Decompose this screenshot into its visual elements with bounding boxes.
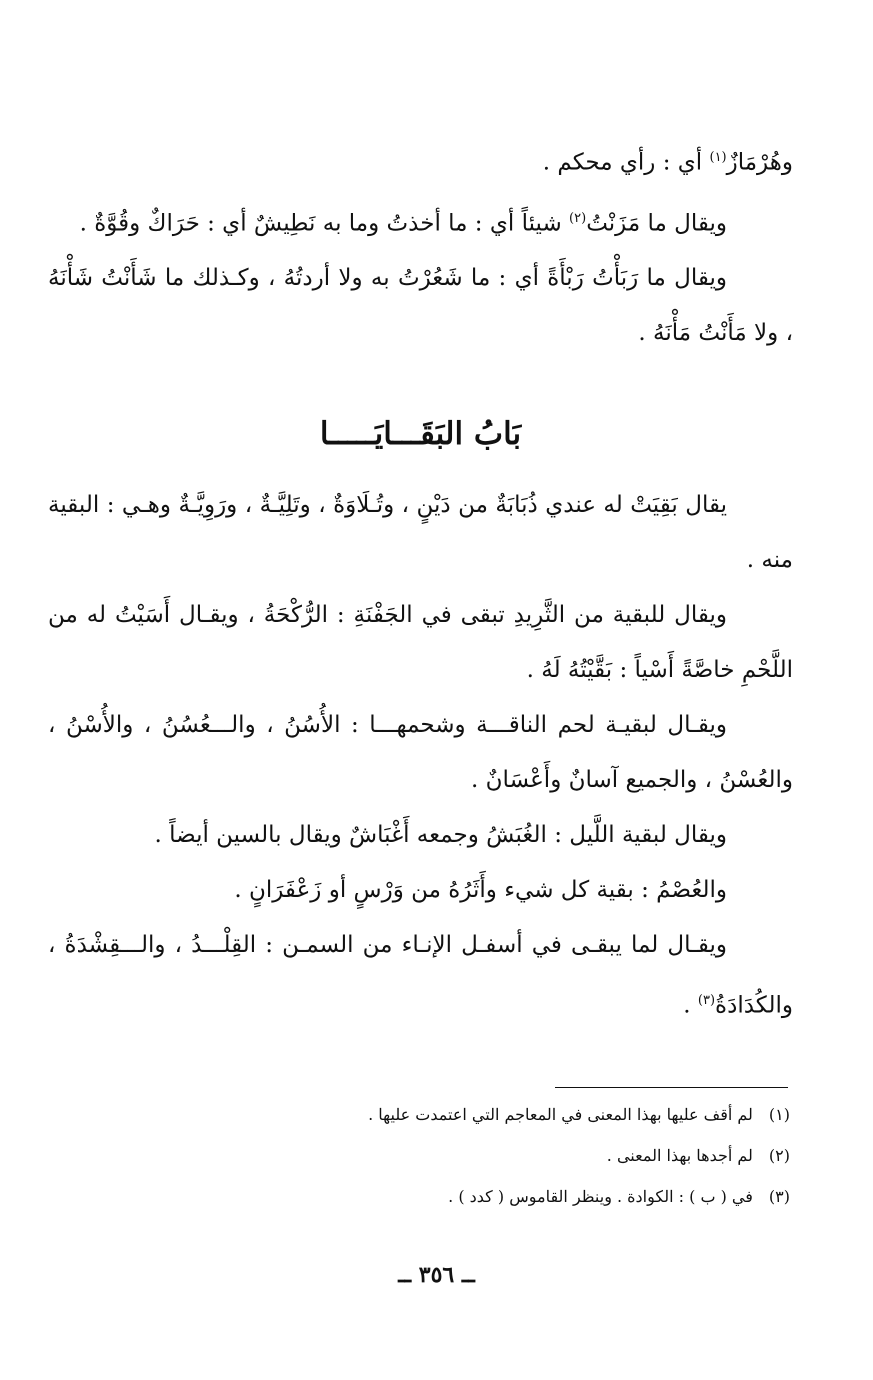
footnote-ref: (١) — [709, 150, 727, 165]
paragraph: ويقال للبقية من الثَّرِيدِ تبقى في الجَفْنَةِ : الرُّكْحَةُ ، ويقـال أَسَيْتُ له من اللَّحْمِ خاصَّةً أَسْياً : بَقَّيْتُهُ لَهُ . — [48, 602, 793, 683]
paragraph: وهُرْمَازٌ$^{(١)}$ أي : رأي محكم . — [542, 149, 793, 176]
footnote-number: (٢) — [768, 1146, 790, 1165]
footnotes — [260, 1094, 790, 1217]
top-text-block — [48, 130, 793, 361]
paragraph: والعُصْمُ : بقية كل شيء وأَثَرُهُ من وَرْسٍ أو زَعْفَرَانٍ . — [234, 877, 727, 903]
footnote — [260, 1176, 790, 1217]
paragraph: ويقـال لبقيـة لحم الناقـــة وشحمهـــا : الأُسُنُ ، والـــعُسُنُ ، والأُسْنُ ، والعُسْنُ ، والجميع آسانٌ وأَعْسَانٌ . — [48, 712, 793, 793]
footnote-ref: (٢) — [569, 210, 587, 226]
footnote-text: لم أجدها بهذا المعنى . — [606, 1146, 753, 1165]
paragraph: ويقال لبقية اللَّيل : الغُبَشُ وجمعه أَغْبَاشٌ ويقال بالسين أيضاً . — [154, 822, 727, 848]
footnote — [260, 1135, 790, 1176]
footnote-text: في ( ب ) : الكوادة . وينظر القاموس ( كدد ) . — [448, 1187, 753, 1206]
footnote-ref: (٣) — [697, 993, 716, 1008]
body-text-block — [48, 478, 793, 1034]
paragraph: ويقـال لما يبقـى في أسفـل الإنـاء من السمـن : القِلْـــدُ ، والـــقِشْدَةُ ، والكُدَادَةُ$^{(٣)}$ . — [48, 932, 793, 1019]
paragraph: ويقال ما رَبَأْتُ رَبْأَةً أي : ما شَعُرْتُ به ولا أردتُهُ ، وكـذلك ما شَأَنْتُ شَأْنَهُ ، ولا مَأَنْتُ مَأْنَهُ . — [48, 265, 793, 347]
paragraph: يقال بَقِيَتْ له عندي ذُبَابَةٌ من دَيْنٍ ، وتُـلَاوَةٌ ، وتَلِيَّـةٌ ، ورَوِيَّـةٌ وهـي : البقية منه . — [48, 492, 793, 573]
footnote-text: لم أقف عليها بهذا المعنى في المعاجم التي اعتمدت عليها . — [368, 1105, 753, 1124]
chapter-title: بَابُ البَقَـــايَـــــا — [319, 416, 522, 452]
footnote-number: (٣) — [768, 1187, 790, 1206]
footnote — [260, 1094, 790, 1135]
footnote-number: (١) — [768, 1105, 790, 1124]
paragraph: ويقال ما مَزَنْتُ$^{(٢)}$ شيئاً أي : ما أخذتُ وما به نَطِيشٌ أي : حَرَاكٌ وقُوَّةٌ . — [79, 210, 727, 237]
page-number: ــ ٣٥٦ ــ — [398, 1262, 475, 1288]
footnote-divider — [555, 1087, 788, 1088]
